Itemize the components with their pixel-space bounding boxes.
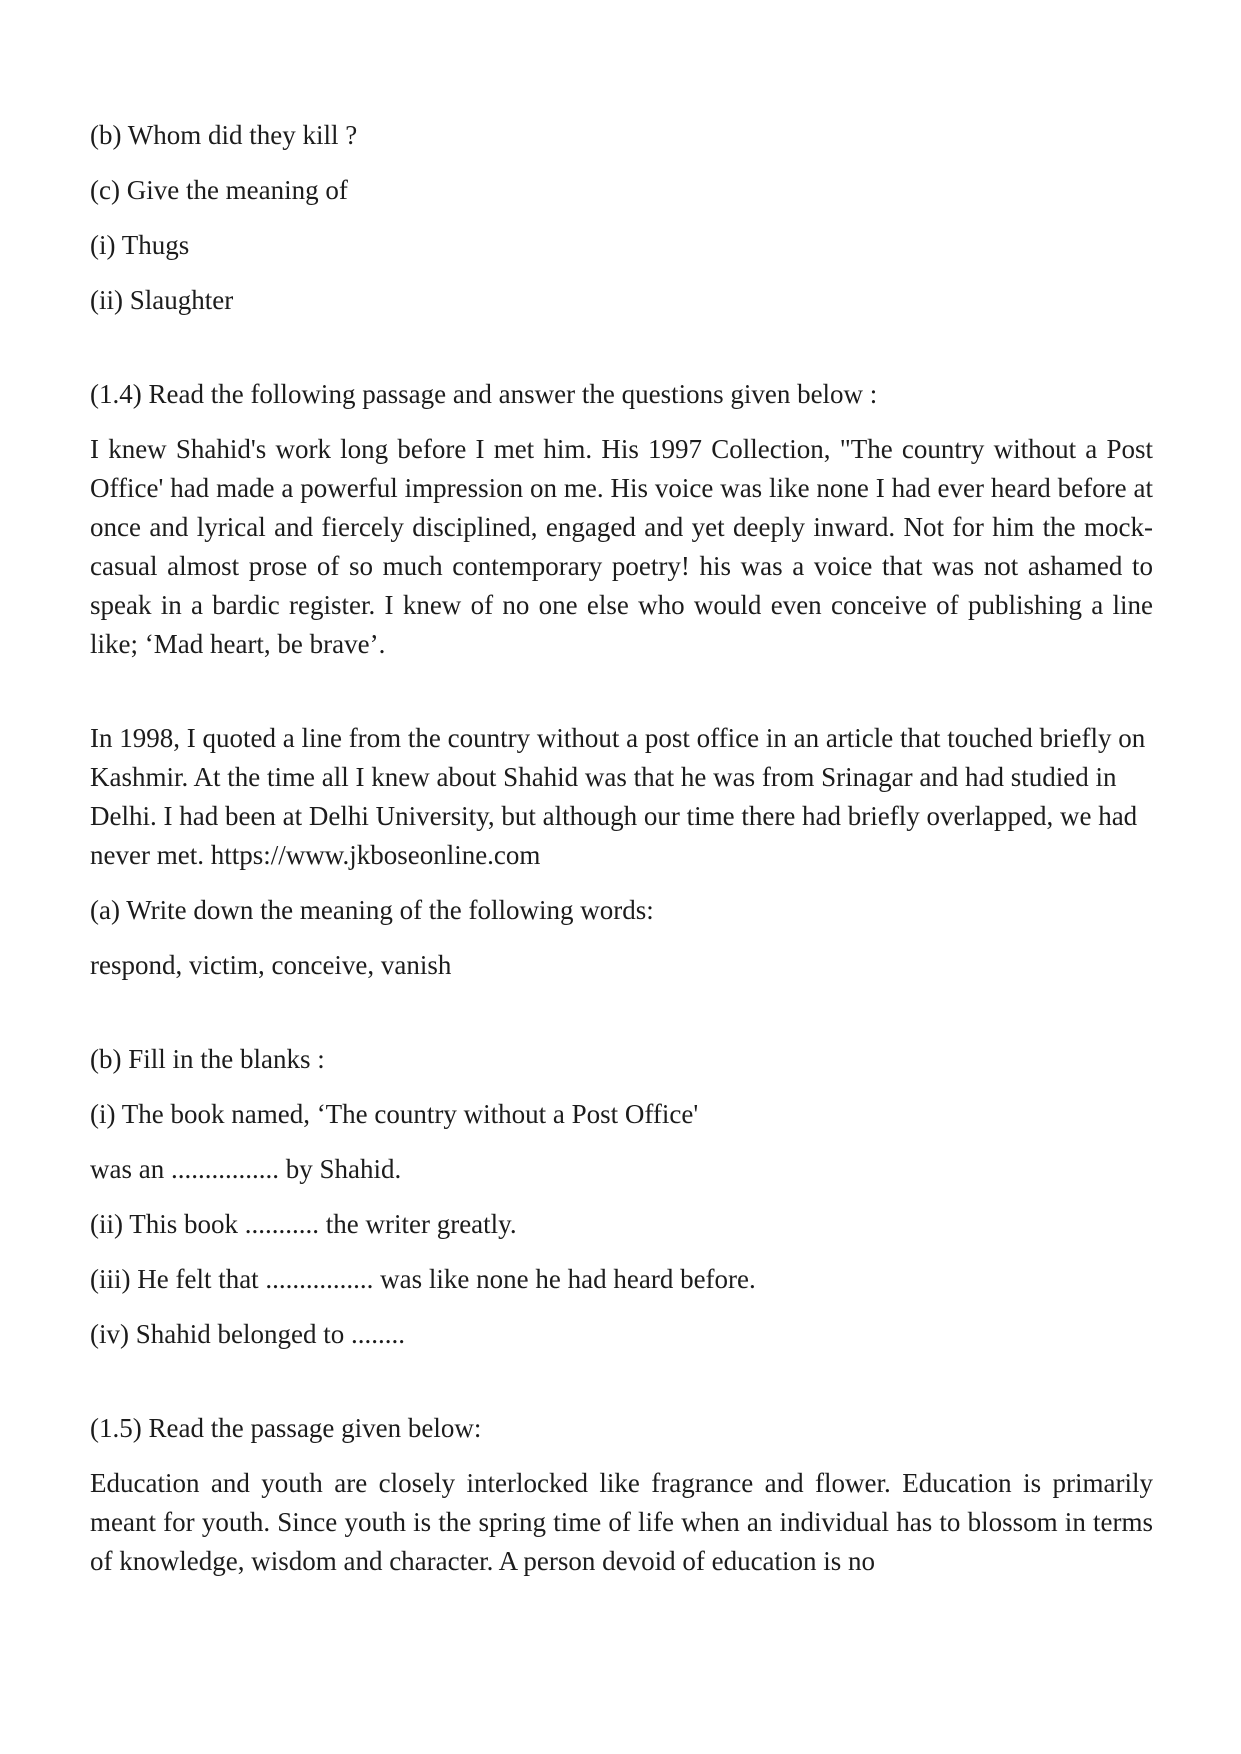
blank-iii: (iii) He felt that ................ was like none he had heard before.: [90, 1264, 756, 1294]
passage-education-youth: Education and youth are closely interlocked like fragrance and flower. Education is primarily meant for youth. Since youth is the spring time of life when an individual has to blossom in terms of knowledge, wisdom and character. A person devoid of education is no: [90, 1468, 1153, 1576]
question-c-ii-slaughter: (ii) Slaughter: [90, 285, 234, 315]
blank-ii: (ii) This book ........... the writer greatly.: [90, 1209, 517, 1239]
spacer: [90, 680, 1153, 719]
blank-iv: (iv) Shahid belonged to ........: [90, 1319, 405, 1349]
section-1-4-heading: (1.4) Read the following passage and answer the questions given below :: [90, 379, 878, 409]
spacer: [90, 1370, 1153, 1409]
spacer: [90, 336, 1153, 375]
question-a-meanings: (a) Write down the meaning of the following words:: [90, 895, 654, 925]
section-1-5-heading: (1.5) Read the passage given below:: [90, 1413, 482, 1443]
blank-i-line-1: (i) The book named, ‘The country without a Post Office': [90, 1099, 699, 1129]
passage-paragraph-2: In 1998, I quoted a line from the country without a post office in an article that touched briefly on Kashmir. At the time all I knew about Shahid was that he was from Srinagar and had studied in Delhi. I had been at Delhi University, but although our time there had briefly overlapped, we had never met. https://www.jkboseonline.com: [90, 723, 1146, 870]
question-c-meaning: (c) Give the meaning of: [90, 175, 348, 205]
question-b-fill-blanks: (b) Fill in the blanks :: [90, 1044, 325, 1074]
question-c-i-thugs: (i) Thugs: [90, 230, 190, 260]
passage-paragraph-1: I knew Shahid's work long before I met him. His 1997 Collection, "The country without a Post Office' had made a powerful impression on me. His voice was like none I had ever heard before at once and lyrical and fiercely disciplined, engaged and yet deeply inward. Not for him the mock-casual almost prose of so much contemporary poetry! his was a voice that was not ashamed to speak in a bardic register. I knew of no one else who would even conceive of publishing a line like; ‘Mad heart, be brave’.: [90, 434, 1153, 659]
document-page: [90, 116, 1153, 1597]
blank-i-line-2: was an ................ by Shahid.: [90, 1154, 402, 1184]
question-a-word-list: respond, victim, conceive, vanish: [90, 950, 452, 980]
spacer: [90, 1001, 1153, 1040]
question-b-whom-kill: (b) Whom did they kill ?: [90, 120, 358, 150]
